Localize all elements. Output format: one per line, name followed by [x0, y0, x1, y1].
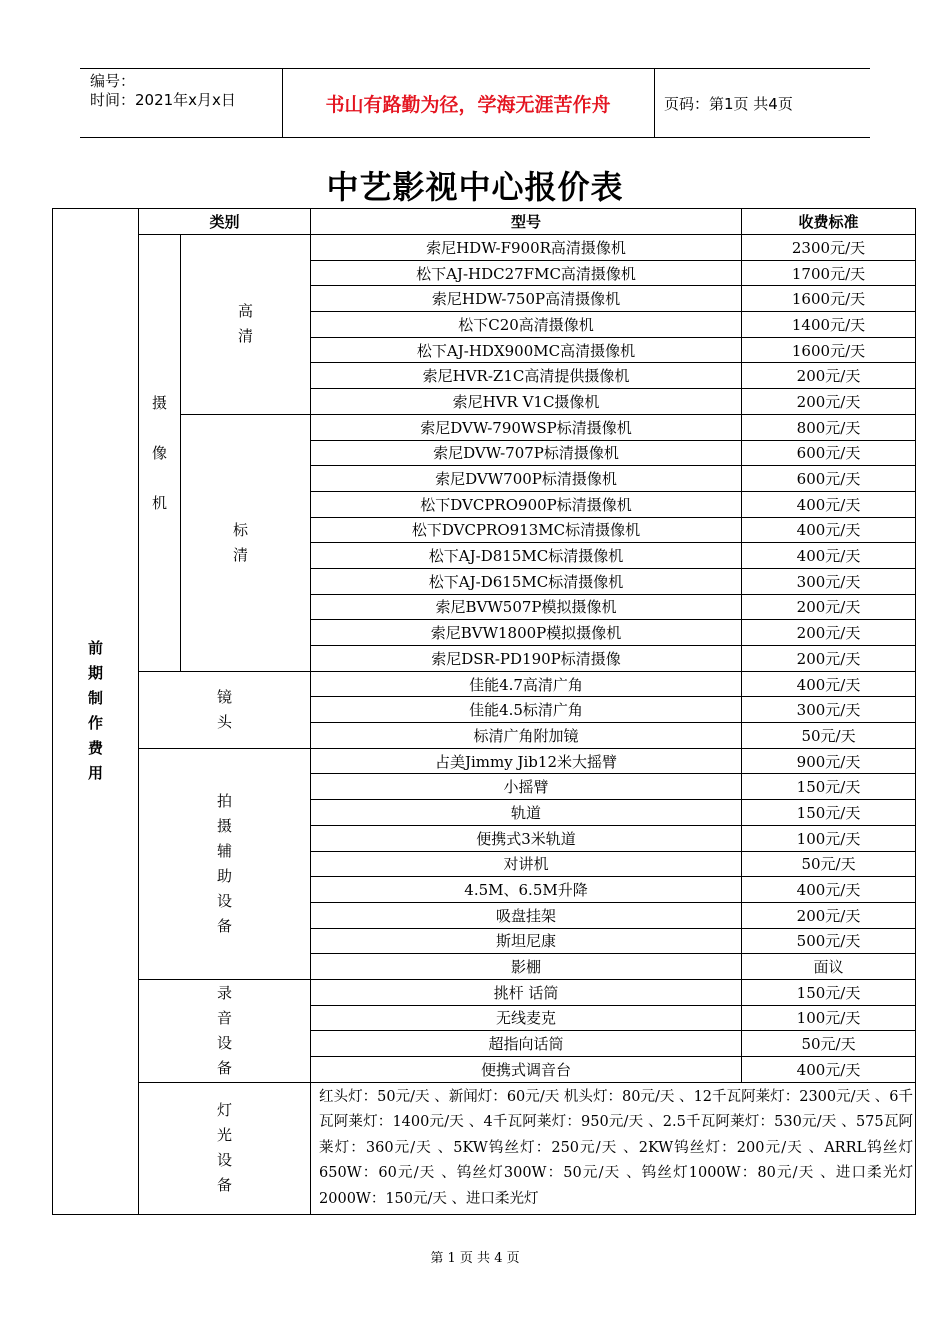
model-cell: 索尼DVW-790WSP标清摄像机	[311, 414, 742, 440]
sd-subcategory-label-char: 标	[233, 520, 249, 539]
table-row	[53, 671, 916, 697]
price-cell: 200元/天	[742, 389, 916, 415]
section-label-char: 制	[87, 689, 103, 708]
lens-category-label-char: 镜	[217, 687, 233, 706]
lighting-category-label-char: 光	[217, 1126, 233, 1145]
document-header	[80, 68, 870, 138]
price-cell: 1600元/天	[742, 337, 916, 363]
support-category-label-char: 摄	[217, 816, 233, 835]
model-cell: 对讲机	[311, 851, 742, 877]
price-cell: 50元/天	[742, 723, 916, 749]
price-table	[52, 208, 916, 1215]
lighting-category-label-char: 备	[217, 1176, 233, 1195]
lighting-category-label-char: 灯	[217, 1101, 233, 1120]
lighting-category-label	[139, 1082, 311, 1214]
model-cell: 斯坦尼康	[311, 928, 742, 954]
camera-category-label-char: 像	[151, 443, 167, 462]
model-cell: 超指向话筒	[311, 1031, 742, 1057]
price-cell: 1400元/天	[742, 312, 916, 338]
audio-category-label-char: 音	[217, 1008, 233, 1027]
lighting-category-label-char: 设	[217, 1151, 233, 1170]
price-cell: 50元/天	[742, 1031, 916, 1057]
price-cell: 900元/天	[742, 748, 916, 774]
model-cell: 索尼DVW-707P标清摄像机	[311, 440, 742, 466]
support-category-label	[139, 748, 311, 979]
model-cell: 占美Jimmy Jib12米大摇臂	[311, 748, 742, 774]
column-header-category: 类别	[139, 209, 311, 235]
hd-subcategory-label-char: 高	[238, 302, 254, 321]
model-cell: 索尼HVR V1C摄像机	[311, 389, 742, 415]
model-cell: 松下DVCPRO913MC标清摄像机	[311, 517, 742, 543]
camera-category-label-char: 摄	[151, 393, 167, 412]
audio-category-label-char: 录	[217, 983, 233, 1002]
model-cell: 索尼DSR-PD190P标清摄像	[311, 646, 742, 672]
model-cell: 轨道	[311, 800, 742, 826]
header-divider	[654, 69, 655, 137]
table-header-row	[53, 209, 916, 235]
model-cell: 佳能4.5标清广角	[311, 697, 742, 723]
header-info	[90, 72, 285, 110]
support-category-label-char: 辅	[217, 841, 233, 860]
price-cell: 200元/天	[742, 902, 916, 928]
serial-label: 编号：	[90, 72, 136, 90]
model-cell: 松下C20高清摄像机	[311, 312, 742, 338]
camera-category-label	[139, 235, 181, 672]
model-cell: 松下DVCPRO900P标清摄像机	[311, 491, 742, 517]
header-motto: 书山有路勤为径，学海无涯苦作舟	[325, 93, 611, 116]
section-label-char: 作	[87, 714, 103, 733]
table-row	[53, 1082, 916, 1214]
lens-category-label	[139, 671, 311, 748]
model-cell: 无线麦克	[311, 1005, 742, 1031]
section-label	[53, 209, 139, 1215]
model-cell: 影棚	[311, 954, 742, 980]
support-category-label-char: 助	[217, 866, 233, 885]
model-cell: 吸盘挂架	[311, 902, 742, 928]
price-cell: 100元/天	[742, 825, 916, 851]
model-cell: 便携式3米轨道	[311, 825, 742, 851]
section-label-char: 费	[87, 739, 103, 758]
audio-category-label-char: 设	[217, 1033, 233, 1052]
lens-category-label-char: 头	[217, 712, 233, 731]
camera-category-label-char: 机	[151, 493, 167, 512]
price-cell: 500元/天	[742, 928, 916, 954]
audio-category-label	[139, 979, 311, 1082]
lighting-price-text: 红头灯：50元/天 、新闻灯：60元/天 机头灯：80元/天 、12千瓦阿莱灯：2300元/天 、6千瓦阿莱灯：1400元/天 、4千瓦阿莱灯：950元/天 、2.5千瓦阿莱灯：530元/天 、575瓦阿莱灯：360元/天 、5KW钨丝灯：250元/天 、2KW钨丝灯：200元/天 、ARRL钨丝灯650W：60元/天 、钨丝灯300W：50元/天 、钨丝灯1000W：80元/天 、进口柔光灯2000W：150元/天 、进口柔光灯	[311, 1082, 916, 1214]
price-cell: 2300元/天	[742, 235, 916, 261]
hd-subcategory-label-char: 清	[238, 327, 254, 346]
model-cell: 松下AJ-HDC27FMC高清摄像机	[311, 260, 742, 286]
time-label: 时间：2021年x月x日	[90, 91, 236, 109]
model-cell: 索尼BVW1800P模拟摄像机	[311, 620, 742, 646]
price-cell: 200元/天	[742, 646, 916, 672]
support-category-label-char: 设	[217, 891, 233, 910]
page-footer: 第 1 页 共 4 页	[430, 1251, 520, 1266]
section-label-char: 前	[87, 639, 103, 658]
price-cell: 1700元/天	[742, 260, 916, 286]
price-cell: 400元/天	[742, 671, 916, 697]
model-cell: 4.5M、6.5M升降	[311, 877, 742, 903]
model-cell: 索尼HDW-F900R高清摄像机	[311, 235, 742, 261]
table-row	[53, 979, 916, 1005]
header-page-info: 页码：第1页 共4页	[664, 94, 793, 113]
column-header-model: 型号	[311, 209, 742, 235]
price-cell: 300元/天	[742, 568, 916, 594]
support-category-label-char: 备	[217, 916, 233, 935]
model-cell: 佳能4.7高清广角	[311, 671, 742, 697]
price-cell: 面议	[742, 954, 916, 980]
price-cell: 300元/天	[742, 697, 916, 723]
price-cell: 600元/天	[742, 466, 916, 492]
price-cell: 600元/天	[742, 440, 916, 466]
section-label-char: 用	[87, 764, 103, 783]
model-cell: 索尼BVW507P模拟摄像机	[311, 594, 742, 620]
table-row	[53, 414, 916, 440]
price-cell: 150元/天	[742, 774, 916, 800]
price-cell: 200元/天	[742, 620, 916, 646]
model-cell: 索尼DVW700P标清摄像机	[311, 466, 742, 492]
price-cell: 150元/天	[742, 979, 916, 1005]
hd-subcategory-label	[181, 235, 311, 415]
model-cell: 松下AJ-D615MC标清摄像机	[311, 568, 742, 594]
model-cell: 松下AJ-D815MC标清摄像机	[311, 543, 742, 569]
audio-category-label-char: 备	[217, 1058, 233, 1077]
page-title: 中艺影视中心报价表	[326, 168, 624, 206]
table-row	[53, 235, 916, 261]
model-cell: 挑杆 话筒	[311, 979, 742, 1005]
table-row	[53, 748, 916, 774]
sd-subcategory-label	[181, 414, 311, 671]
price-cell: 200元/天	[742, 594, 916, 620]
section-label-char: 期	[87, 664, 103, 683]
price-cell: 50元/天	[742, 851, 916, 877]
price-cell: 400元/天	[742, 877, 916, 903]
price-table-body	[53, 209, 916, 1215]
price-cell: 100元/天	[742, 1005, 916, 1031]
price-cell: 400元/天	[742, 517, 916, 543]
price-cell: 200元/天	[742, 363, 916, 389]
price-cell: 150元/天	[742, 800, 916, 826]
model-cell: 索尼HVR-Z1C高清提供摄像机	[311, 363, 742, 389]
model-cell: 松下AJ-HDX900MC高清摄像机	[311, 337, 742, 363]
support-category-label-char: 拍	[217, 791, 233, 810]
price-cell: 1600元/天	[742, 286, 916, 312]
price-cell: 400元/天	[742, 543, 916, 569]
model-cell: 索尼HDW-750P高清摄像机	[311, 286, 742, 312]
model-cell: 小摇臂	[311, 774, 742, 800]
column-header-fee: 收费标准	[742, 209, 916, 235]
model-cell: 标清广角附加镜	[311, 723, 742, 749]
model-cell: 便携式调音台	[311, 1057, 742, 1083]
price-cell: 400元/天	[742, 491, 916, 517]
sd-subcategory-label-char: 清	[233, 545, 249, 564]
price-cell: 800元/天	[742, 414, 916, 440]
price-cell: 400元/天	[742, 1057, 916, 1083]
